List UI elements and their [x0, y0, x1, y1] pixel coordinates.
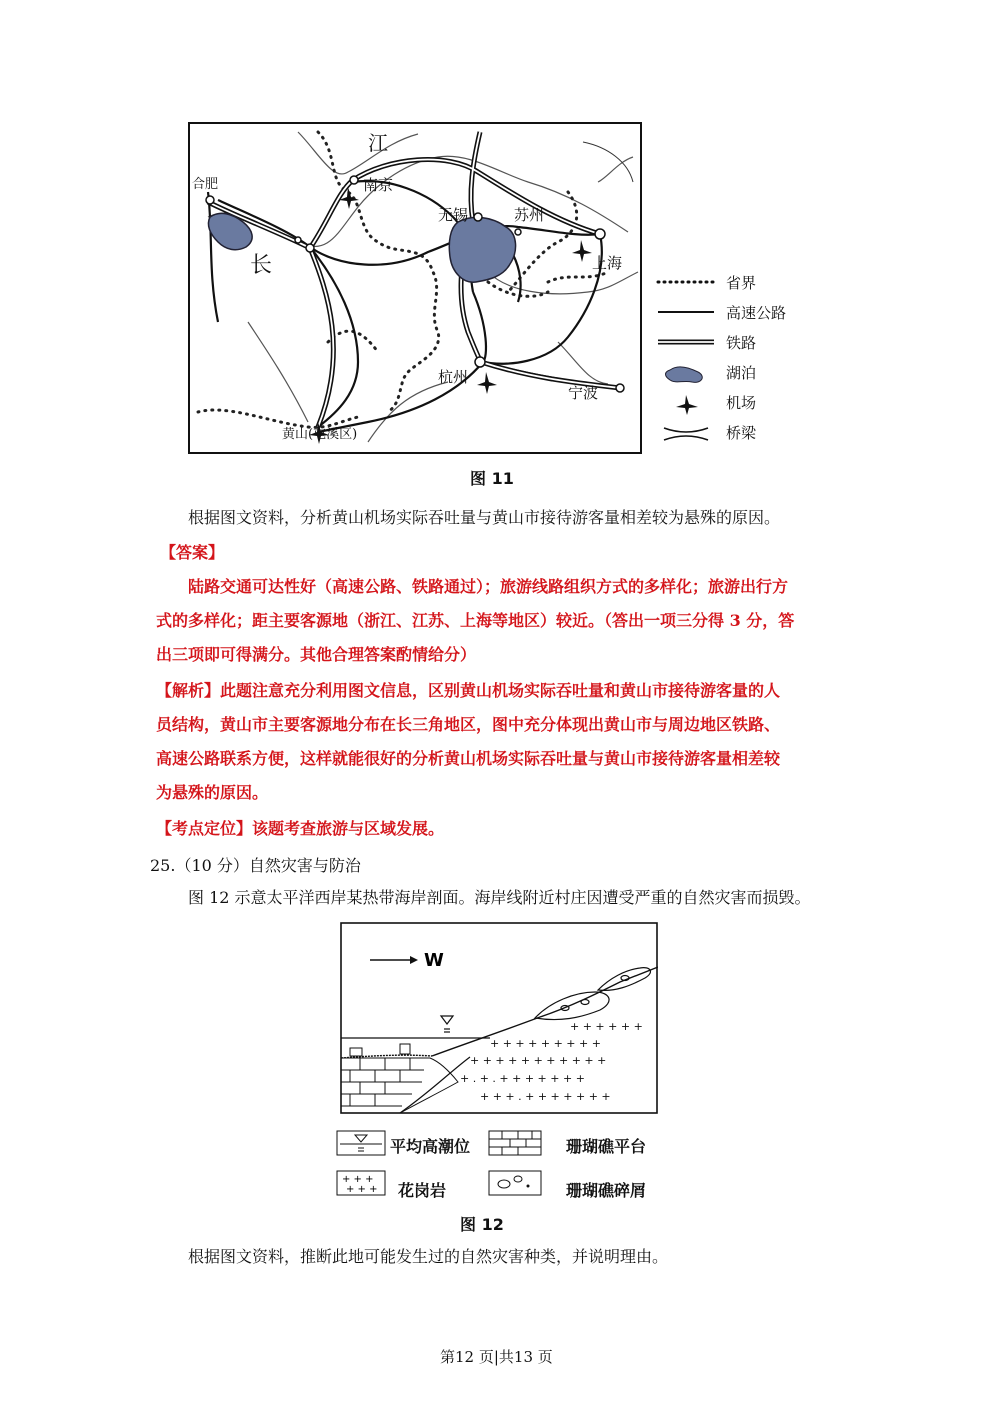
figure-12-legend: [336, 1130, 676, 1200]
legend-row: [656, 302, 806, 326]
dotted-line-icon: [656, 272, 716, 292]
lake-icon: [656, 362, 716, 386]
figure-11-caption: 图 11: [470, 469, 514, 488]
label-suzhou: 苏州: [514, 206, 545, 224]
svg-text:+ + +: + + +: [342, 1174, 374, 1185]
coral-reef-platform-icon: [488, 1130, 542, 1156]
svg-text:+ . + . + + + + + + +: + . + . + + + + + + +: [460, 1072, 585, 1085]
legend-label: 平均高潮位: [390, 1137, 471, 1156]
answer-line-1: 陆路交通可达性好（高速公路、铁路通过）；旅游线路组织方式的多样化；旅游出行方: [188, 577, 789, 596]
legend-label: 珊瑚礁平台: [566, 1137, 647, 1156]
legend-row: [656, 272, 806, 296]
legend-row: [656, 392, 806, 416]
label-hefei: 合肥: [192, 177, 219, 192]
answer-line-3: 出三项即可得满分。其他合理答案酌情给分）: [156, 645, 477, 664]
analysis-line-4: 为悬殊的原因。: [156, 783, 269, 802]
svg-text:+ + +: + + +: [346, 1184, 378, 1195]
legend-label: 桥梁: [726, 424, 757, 442]
figure-12-coast-profile: [340, 922, 658, 1114]
kaodian-line: 【考点定位】该题考查旅游与区域发展。: [156, 819, 445, 838]
line-icon: [656, 302, 716, 322]
legend-label: 湖泊: [726, 364, 757, 382]
double-line-icon: [656, 332, 716, 352]
analysis-line-1: 【解析】此题注意充分利用图文信息，区别黄山机场实际吞吐量和黄山市接待游客量的人: [156, 681, 781, 700]
question-25-intro: 图 12 示意太平洋西岸某热带海岸剖面。海岸线附近村庄因遭受严重的自然灾害而损毁。: [188, 888, 811, 907]
label-ningbo: 宁波: [568, 384, 599, 402]
legend-label: 省界: [726, 274, 757, 292]
legend-row: [656, 422, 806, 446]
question-24-text: 根据图文资料，分析黄山机场实际吞吐量与黄山市接待游客量相差较为悬殊的原因。: [188, 508, 781, 527]
label-hangzhou: 杭州: [438, 368, 469, 386]
answer-label: 【答案】: [160, 543, 225, 562]
airplane-icon: [656, 392, 716, 416]
coral-debris-icon: [488, 1170, 542, 1196]
label-huangshan: 黄山(屯溪区): [282, 427, 358, 442]
mean-high-tide-icon: [336, 1130, 386, 1156]
label-shanghai: 上海: [592, 254, 623, 272]
figure-11-map: [188, 122, 642, 454]
granite-icon: [336, 1170, 386, 1196]
legend-label: 高速公路: [726, 304, 787, 322]
question-25-heading: 25.（10 分）自然灾害与防治: [150, 856, 361, 875]
bridge-icon: [656, 422, 716, 446]
svg-text:+ + + + + +: + + + + + +: [570, 1020, 643, 1033]
label-chang: 长: [250, 253, 273, 278]
wind-label: W: [424, 950, 444, 971]
answer-line-2: 式的多样化；距主要客源地（浙江、江苏、上海等地区）较近。（答出一项三分得 3 分，答: [156, 611, 795, 630]
question-25-text: 根据图文资料，推断此地可能发生过的自然灾害种类，并说明理由。: [188, 1247, 669, 1266]
legend-label: 珊瑚礁碎屑: [566, 1181, 647, 1200]
svg-text:+ + + . + + + + + + +: + + + . + + + + + + +: [480, 1090, 611, 1103]
legend-row: [656, 332, 806, 356]
legend-label: 花岗岩: [398, 1181, 447, 1200]
label-nanjing: 南京: [363, 176, 394, 194]
analysis-line-2: 员结构，黄山市主要客源地分布在长三角地区，图中充分体现出黄山市与周边地区铁路、: [156, 715, 781, 734]
label-wuxi: 无锡: [438, 206, 469, 224]
page-footer: 第12 页|共13 页: [440, 1348, 553, 1366]
legend-row: [656, 362, 806, 386]
legend-label: 铁路: [726, 334, 757, 352]
svg-text:+ + + + + + + + +: + + + + + + + + +: [490, 1037, 601, 1050]
analysis-line-3: 高速公路联系方便，这样就能很好的分析黄山机场实际吞吐量与黄山市接待游客量相差较: [156, 749, 781, 768]
label-jiang: 江: [368, 131, 388, 155]
figure-12-caption: 图 12: [460, 1215, 504, 1234]
svg-text:+ + + + + + + + + + +: + + + + + + + + + + +: [470, 1054, 607, 1067]
legend-label: 机场: [726, 394, 757, 412]
